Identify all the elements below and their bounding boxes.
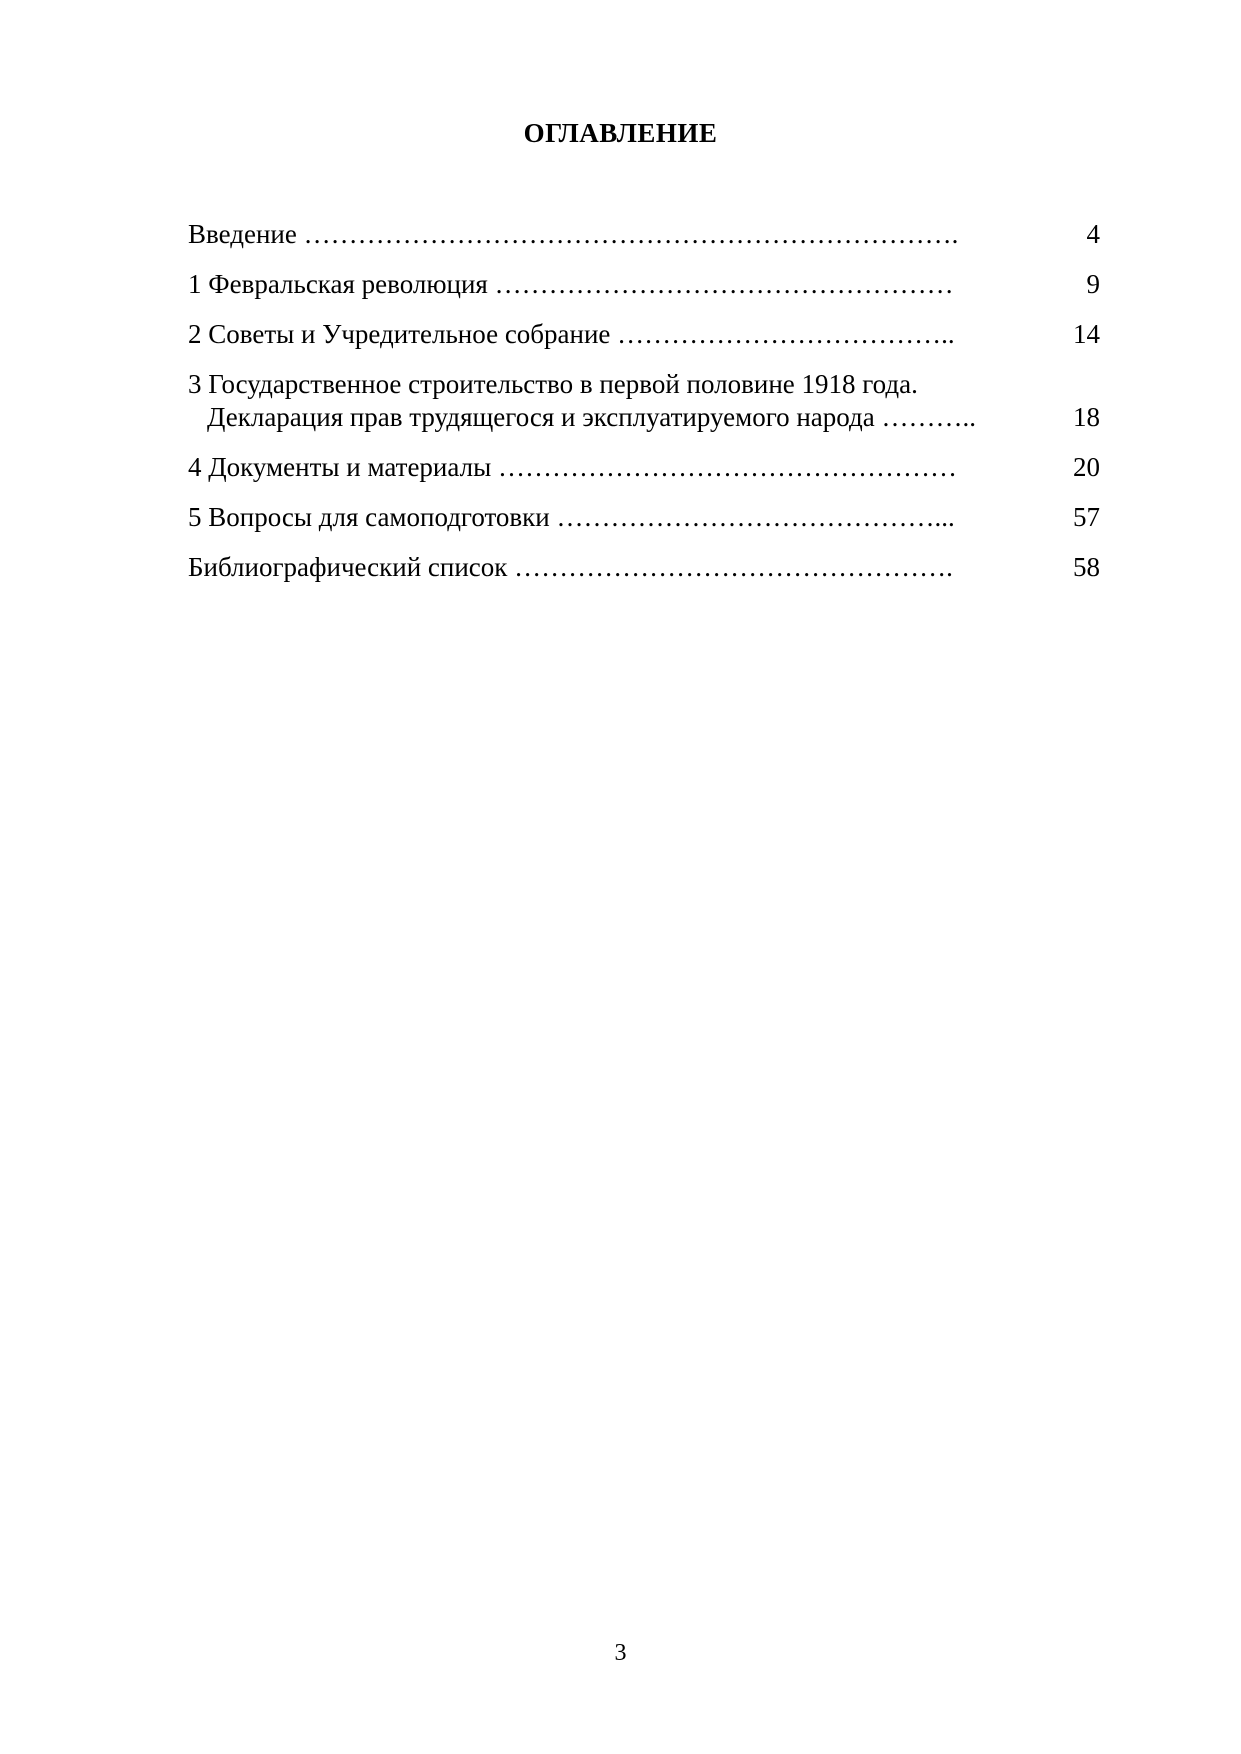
table-of-contents bbox=[188, 218, 1100, 601]
toc-entry-page: 58 bbox=[1073, 552, 1100, 582]
toc-entry-chapter-4 bbox=[188, 451, 1100, 484]
toc-entry-page: 20 bbox=[1073, 452, 1100, 482]
toc-entry-text: 4 Документы и материалы …………………………………………… bbox=[188, 452, 957, 482]
toc-entry-text: Библиографический список …………………………………………. bbox=[188, 552, 953, 582]
toc-entry-text: 1 Февральская революция …………………………………………… bbox=[188, 269, 954, 299]
toc-entry-chapter-1 bbox=[188, 268, 1100, 301]
toc-entry-page: 18 bbox=[1073, 402, 1100, 432]
toc-entry-text: 2 Советы и Учредительное собрание ……………………………….. bbox=[188, 319, 955, 349]
toc-entry-chapter-5 bbox=[188, 501, 1100, 534]
toc-entry-page: 57 bbox=[1073, 502, 1100, 532]
toc-entry-text-continued: Декларация прав трудящегося и эксплуатируемого народа ……….. bbox=[207, 402, 976, 432]
toc-entry-page: 4 bbox=[1086, 219, 1100, 249]
toc-entry-text: Введение ………………………………………………………………. bbox=[188, 219, 959, 249]
toc-entry-page: 14 bbox=[1073, 319, 1100, 349]
toc-entry-chapter-2 bbox=[188, 318, 1100, 351]
toc-entry-chapter-3 bbox=[188, 368, 1100, 434]
toc-entry-text: 3 Государственное строительство в первой половине 1918 года. bbox=[188, 369, 918, 399]
page-title: ОГЛАВЛЕНИЕ bbox=[523, 118, 718, 148]
page-number: 3 bbox=[614, 1640, 627, 1666]
toc-entry-bibliography bbox=[188, 551, 1100, 584]
toc-entry-text: 5 Вопросы для самоподготовки ……………………………………... bbox=[188, 502, 955, 532]
toc-entry-page: 9 bbox=[1086, 269, 1100, 299]
toc-entry-introduction bbox=[188, 218, 1100, 251]
